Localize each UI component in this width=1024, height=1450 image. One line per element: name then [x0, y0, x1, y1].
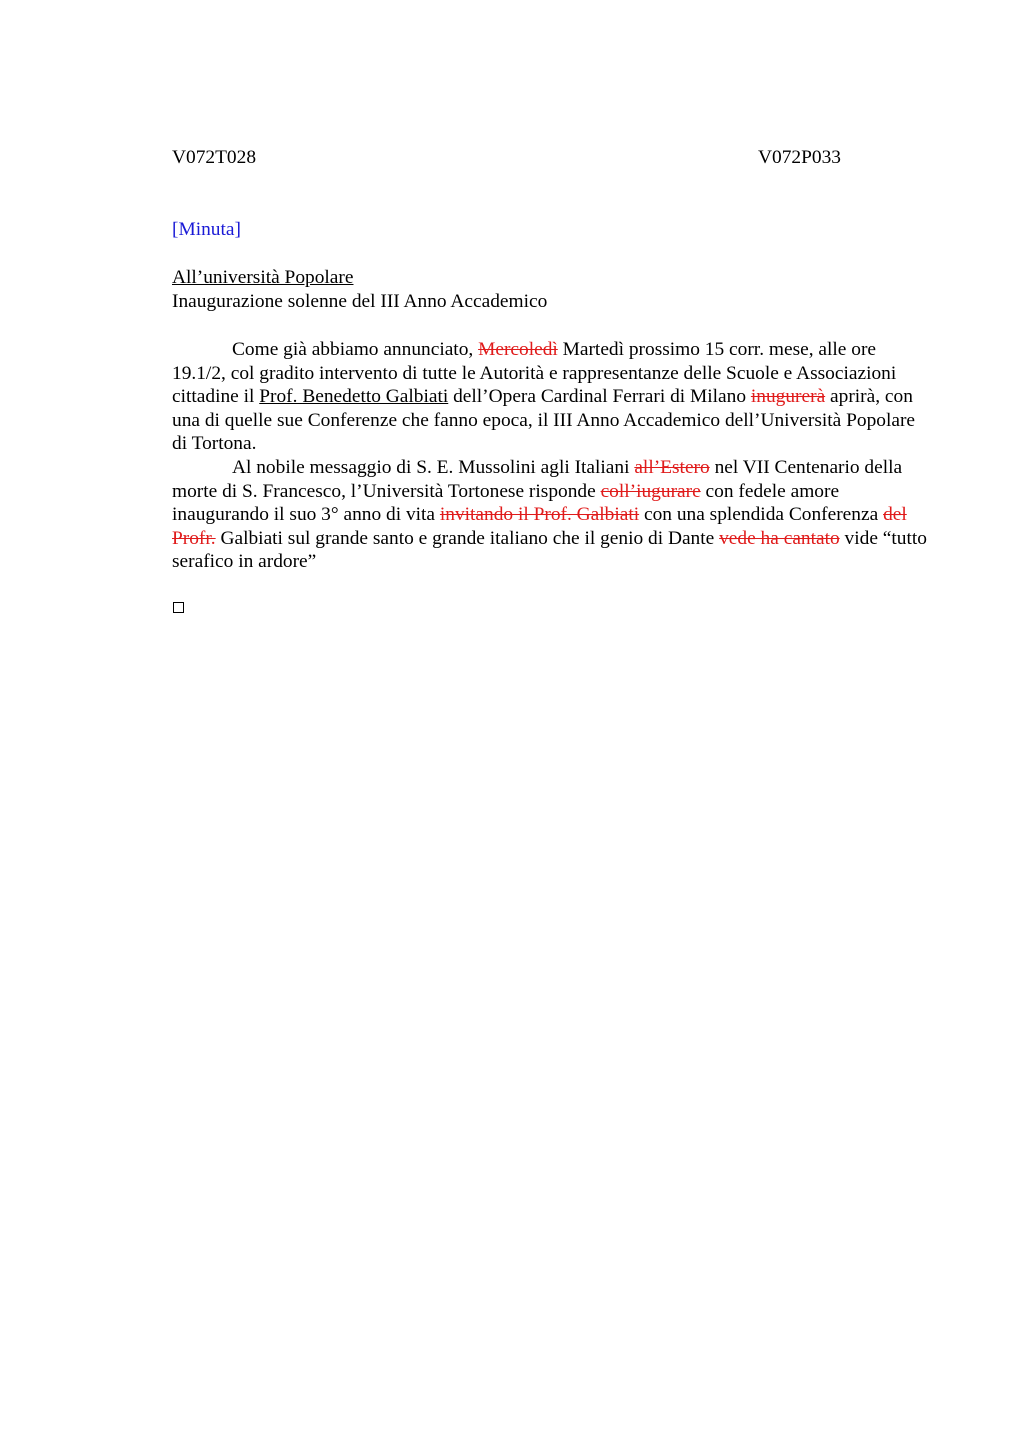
underlined-name: Prof. Benedetto Galbiati [259, 386, 449, 408]
paragraph-2 [172, 456, 932, 574]
document-code-right: V072P033 [758, 147, 841, 168]
deleted-text: Mercoledì [478, 339, 558, 360]
deleted-text: all’Estero [634, 456, 710, 478]
paragraph-1 [172, 338, 932, 456]
text-run: Martedì prossimo 15 corr. mese, alle ore 19.1/2, col gradito intervento di tutte le Autorità e rappresentanze delle Scuole e Associazioni cittadine il [172, 339, 897, 408]
article-subtitle: Inaugurazione solenne del III Anno Accademico [172, 291, 548, 312]
deleted-text: invitando il Prof. Galbiati [439, 504, 640, 526]
text-run: Al nobile messaggio di S. E. Mussolini agli Italiani [232, 456, 635, 478]
deleted-text: inugurerà [750, 386, 826, 408]
text-run: Galbiati sul grande santo e grande italiano che il genio di Dante [215, 527, 720, 549]
text-run: dell’Opera Cardinal Ferrari di Milano [448, 386, 751, 408]
article-body [172, 338, 932, 574]
text-run: vide “tutto serafico in ardore” [172, 527, 927, 573]
deleted-text: coll’iugurare [600, 480, 701, 502]
text-run: aprirà, con una di quelle sue Conferenze che fanno epoca, il III Anno Accademico dell’Università Popolare di Tortona. [172, 386, 916, 455]
empty-square-icon [173, 602, 184, 613]
deleted-text: del Profr. [172, 504, 907, 549]
text-run: Come già abbiamo annunciato, [232, 339, 479, 360]
text-run: nel VII Centenario della morte di S. Francesco, l’Università Tortonese risponde [172, 456, 903, 502]
deleted-text: vede ha cantato [719, 527, 840, 549]
document-code-left: V072T028 [172, 147, 257, 168]
text-run: con fedele amore inaugurando il suo 3° anno di vita [172, 480, 840, 526]
text-run: con una splendida Conferenza [639, 504, 884, 526]
editorial-note: [Minuta] [172, 219, 241, 240]
article-title: All’università Popolare [172, 267, 354, 288]
